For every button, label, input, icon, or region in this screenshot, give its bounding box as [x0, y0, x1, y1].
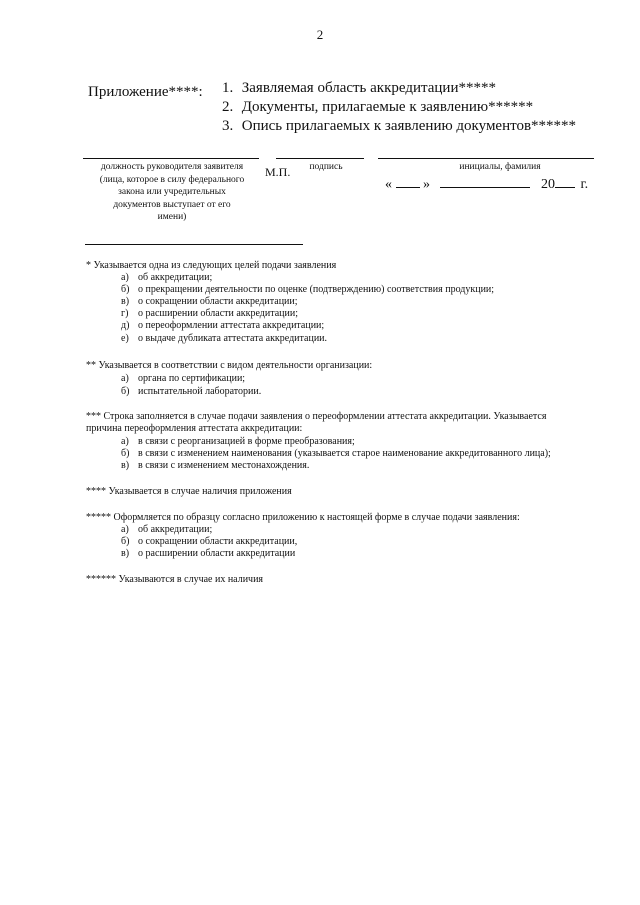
- appendix-item-2: [222, 99, 533, 116]
- footnote-5-item: б) о сокращении области аккредитации,: [121, 536, 298, 547]
- appendix-item-number: 1.: [222, 80, 234, 96]
- footnote-4-head: **** Указывается в случае наличия приложения: [86, 486, 292, 497]
- appendix-item-number: 3.: [222, 118, 234, 134]
- name-caption: инициалы, фамилия: [459, 162, 541, 172]
- appendix-item-text: Заявляемая область аккредитации*****: [241, 80, 496, 96]
- footnote-5-head: ***** Оформляется по образцу согласно приложению к настоящей форме в случае подачи заявления:: [86, 512, 520, 523]
- footnote-1-item: б) о прекращении деятельности по оценке (подтверждению) соответствия продукции;: [121, 284, 495, 295]
- position-caption-line: должность руководителя заявителя: [100, 162, 244, 172]
- page-number: 2: [316, 27, 324, 42]
- date-field: [385, 175, 588, 193]
- footnote-3-item: а) в связи с реорганизацией в форме преобразования;: [121, 436, 355, 447]
- footnote-5-item: в) о расширении области аккредитации: [121, 548, 296, 559]
- footnote-6-head: ****** Указываются в случае их наличия: [86, 574, 264, 585]
- position-caption-line: документов выступает от его: [113, 199, 231, 210]
- footnote-3-item: в) в связи с изменением местонахождения.: [121, 460, 310, 471]
- appendix-item-text: Документы, прилагаемые к заявлению******: [241, 99, 534, 115]
- appendix-item-number: 2.: [222, 99, 234, 115]
- date-open-quote: «: [385, 177, 392, 192]
- stamp-placeholder: М.П.: [265, 165, 291, 179]
- date-year-suffix: г.: [580, 177, 589, 192]
- footnote-2-item: б) испытательной лаборатории.: [121, 386, 262, 397]
- appendix-item-1: [222, 80, 496, 97]
- footnote-1-item: д) о переоформлении аттестата аккредитации;: [121, 320, 325, 331]
- position-signature-line: [83, 158, 259, 159]
- footnote-3-head-cont: причина переоформления аттестата аккредитации:: [86, 423, 303, 434]
- footnote-1-item: а) об аккредитации;: [121, 272, 213, 283]
- footnote-2-item: а) органа по сертификации;: [121, 373, 246, 384]
- appendix-label: Приложение****:: [88, 84, 203, 100]
- footnote-1-item: г) о расширении области аккредитации;: [121, 308, 299, 319]
- date-day-blank[interactable]: [396, 175, 420, 188]
- name-line: [378, 158, 594, 159]
- date-month-blank[interactable]: [440, 175, 530, 188]
- footnote-separator: [85, 244, 303, 245]
- position-caption-line: (лица, которое в силу федерального: [99, 174, 245, 185]
- signature-caption: подпись: [309, 162, 343, 172]
- position-caption-line: закона или учредительных: [118, 187, 226, 197]
- footnote-2-head: ** Указывается в соответствии с видом деятельности организации:: [86, 360, 373, 371]
- appendix-item-3: [222, 118, 576, 135]
- footnote-1-item: в) о сокращении области аккредитации;: [121, 296, 298, 307]
- footnote-1-head: * Указывается одна из следующих целей подачи заявления: [86, 260, 337, 271]
- footnote-5-item: а) об аккредитации;: [121, 524, 213, 535]
- date-year-blank[interactable]: [555, 175, 575, 188]
- footnote-3-head: *** Строка заполняется в случае подачи заявления о переоформлении аттестата аккредитации. Указывается: [86, 411, 547, 422]
- date-close-quote: »: [423, 177, 430, 192]
- footnote-1-item: е) о выдаче дубликата аттестата аккредитации.: [121, 333, 328, 344]
- date-century: 20: [541, 177, 555, 192]
- position-caption: [80, 161, 264, 224]
- footnote-3-item: б) в связи с изменением наименования (указывается старое наименование аккредитованного лица);: [121, 448, 551, 459]
- appendix-item-text: Опись прилагаемых к заявлению документов******: [241, 118, 577, 134]
- position-caption-line: имени): [157, 212, 187, 222]
- signature-line: [276, 158, 364, 159]
